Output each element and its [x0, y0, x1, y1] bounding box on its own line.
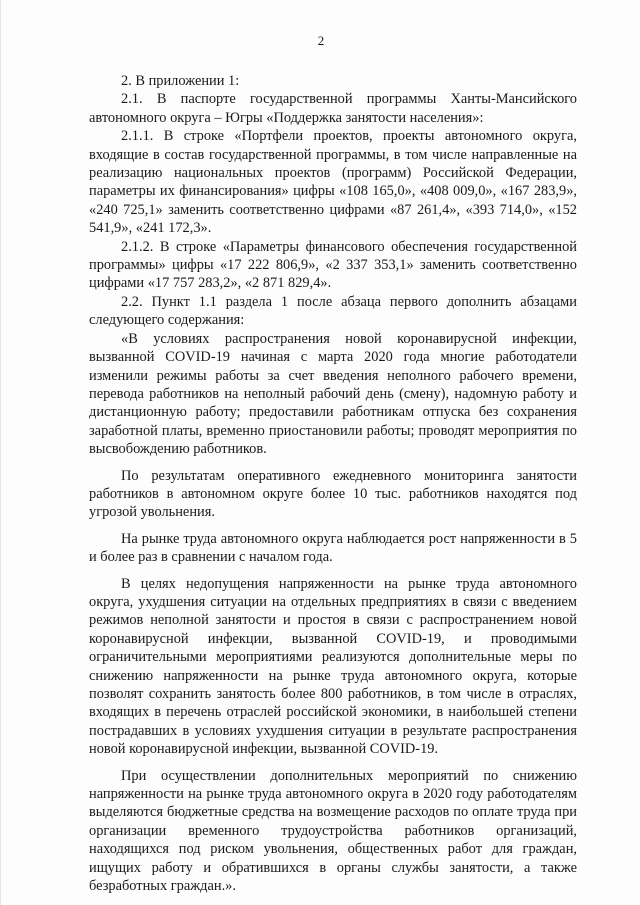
document-body	[89, 72, 577, 895]
paragraph-item-2: 2. В приложении 1:	[121, 73, 240, 89]
quoted-paragraph-labor-market: На рынке труда автономного округа наблюдается рост напряженности в 5 и более раз в сравнении с началом года.	[89, 530, 577, 566]
quoted-paragraph-measures: В целях недопущения напряженности на рынке труда автономного округа, ухудшения ситуации на отдельных предприятиях в связи с введением режимов неполной занятости и простоя в связи с распространением новой коронавирусной инфекции, вызванной COVID-19, и проводимыми ограничительными мероприятиями реализуются дополнительные меры по снижению напряженности на рынке труда автономного округа, которые позволят сохранить занятость более 800 работников, в том числе в отраслях, входящих в перечень отраслей российской экономики, в наибольшей степени пострадавших в условиях ухудшения ситуации в результате распространения новой коронавирусной инфекции, вызванной COVID-19.	[89, 575, 577, 758]
paragraph-item-2-1-1: 2.1.1. В строке «Портфели проектов, проекты автономного округа, входящие в состав государственной программы, в том числе направленные на реализацию национальных проектов (программ) Российской Федерации, параметры их финансирования» цифры «108 165,0», «408 009,0», «167 283,9», «240 725,1» заменить соответственно цифрами «87 261,4», «393 714,0», «152 541,9», «241 172,3».	[89, 128, 577, 237]
quoted-paragraph-employers: При осуществлении дополнительных мероприятий по снижению напряженности на рынке труда автономного округа в 2020 году работодателям выделяются бюджетные средства на возмещение расходов по оплате труда при организации временного трудоустройства работников организаций, находящихся под риском увольнения, общественных работ для граждан, ищущих работу и обратившихся в органы службы занятости, а также безработных граждан.».	[89, 767, 577, 895]
quoted-paragraph-covid-conditions: «В условиях распространения новой коронавирусной инфекции, вызванной COVID-19 начиная с марта 2020 года многие работодатели изменили режимы работы за счет введения неполного рабочего времени, перевода работников на неполный рабочий день (смену), надомную работу и дистанционную работу; предоставили работникам отпуска без сохранения заработной платы, временно приостановили работы; проводят мероприятия по высвобождению работников.	[89, 330, 577, 458]
paragraph-item-2-1: 2.1. В паспорте государственной программы Ханты-Мансийского автономного округа – Югры «Поддержка занятости населения»:	[89, 91, 577, 126]
page-number: 2	[317, 33, 325, 48]
quoted-paragraph-monitoring: По результатам оперативного ежедневного мониторинга занятости работников в автономном округе более 10 тыс. работников находятся под угрозой увольнения.	[89, 467, 577, 521]
paragraph-item-2-2: 2.2. Пункт 1.1 раздела 1 после абзаца первого дополнить абзацами следующего содержания:	[89, 293, 577, 329]
paragraph-item-2-1-2: 2.1.2. В строке «Параметры финансового обеспечения государственной программы» цифры «17 222 806,9», «2 337 353,1» заменить соответственно цифрами «17 757 283,2», «2 871 829,4».	[89, 238, 577, 292]
